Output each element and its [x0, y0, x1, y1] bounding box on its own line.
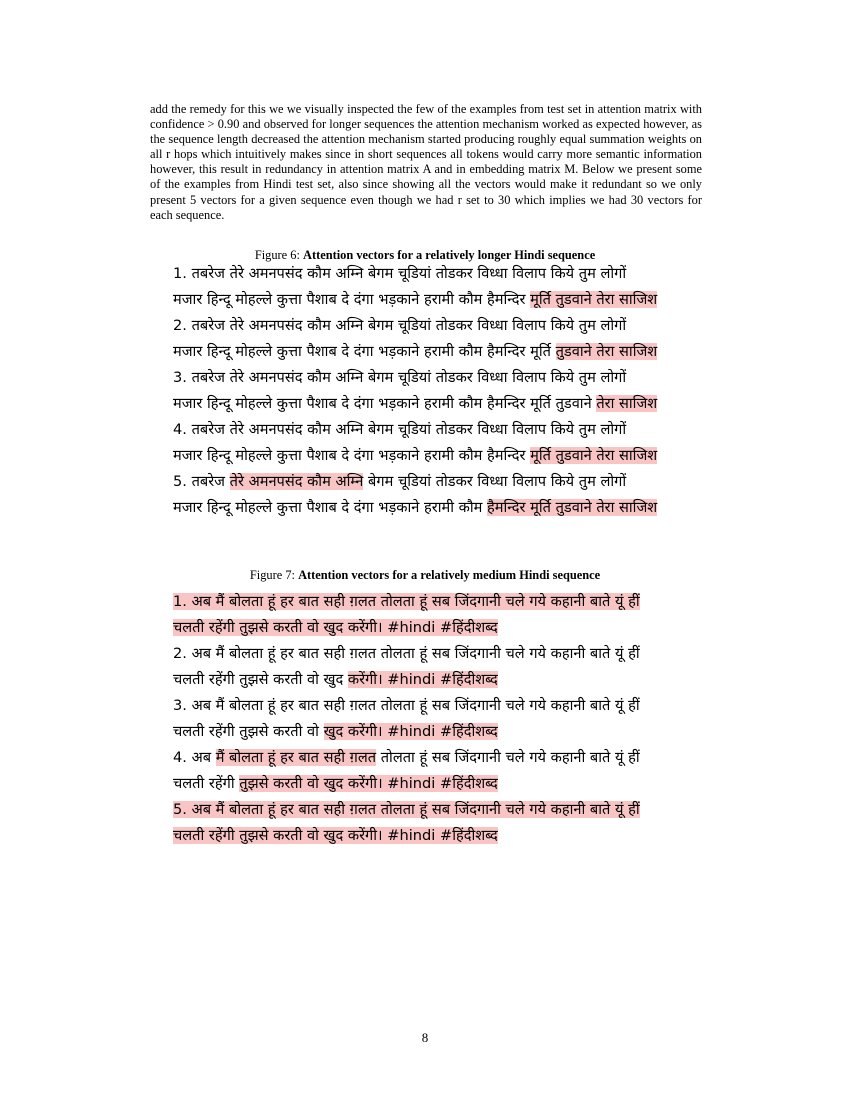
sequence-line: [173, 618, 498, 638]
sequence-line: [173, 316, 626, 336]
sequence-line: [173, 446, 657, 466]
attention-highlight: खुद करेंगी। #hindi #हिंदीशब्द: [323, 723, 498, 740]
sequence-line: [173, 592, 640, 612]
sequence-text: मजार हिन्दू मोहल्ले कुत्ता पैशाब दे दंगा भड़काने हरामी कौम: [173, 499, 487, 516]
sequence-text: 2. अब मैं बोलता हूं हर बात सही ग़लत तोलता हूं सब जिंदगानी चले गये कहानी बाते यूं हीं: [173, 645, 640, 662]
attention-highlight: करेंगी। #hindi #हिंदीशब्द: [347, 671, 498, 688]
figure-7-caption: [0, 568, 850, 583]
attention-highlight: हैमन्दिर मूर्ति तुडवाने तेरा साजिश: [486, 499, 658, 516]
sequence-line: [173, 748, 640, 768]
sequence-line: [173, 774, 498, 794]
attention-highlight: चलती रहेंगी तुझसे करती वो खुद करेंगी। #hindi #हिंदीशब्द: [173, 827, 498, 844]
attention-highlight: तुझसे करती वो खुद करेंगी। #hindi #हिंदीशब्द: [239, 775, 498, 792]
sequence-line: [173, 696, 640, 716]
sequence-text: मजार हिन्दू मोहल्ले कुत्ता पैशाब दे दंगा भड़काने हरामी कौम हैमन्दिर मूर्ति तुडवाने: [173, 395, 597, 412]
page-number: 8: [421, 1030, 429, 1045]
sequence-text: तोलता हूं सब जिंदगानी चले गये कहानी बाते यूं हीं: [376, 749, 640, 766]
sequence-text: चलती रहेंगी: [173, 775, 240, 792]
body-paragraph: add the remedy for this we we visually inspected the few of the examples from test set in attention matrix with confidence > 0.90 and observed for longer sequences the attention mechanism worked as expected however, as the sequence length decreased the attention mechanism started producing roughly equal summation weights on all r hops which intuitively makes since in short sequences all tokens would carry more semantic information however, this result in redundancy in attention matrix A and in embedding matrix M. Below we present some of the examples from Hindi test set, also since showing all the vectors would make it redundant so we only present 5 vectors for a given sequence even though we had r set to 30 which implies we had 30 vectors for each sequence.: [150, 102, 702, 222]
attention-highlight: तुडवाने तेरा साजिश: [555, 343, 658, 360]
sequence-line: [173, 826, 498, 846]
sequence-text: 3. तबरेज तेरे अमनपसंद कौम अम्नि बेगम चूडियां तोडकर विध्धा विलाप किये तुम लोगों: [173, 369, 627, 386]
sequence-text: 2. तबरेज तेरे अमनपसंद कौम अम्नि बेगम चूडियां तोडकर विध्धा विलाप किये तुम लोगों: [173, 317, 627, 334]
sequence-text: 4. अब: [173, 749, 216, 766]
sequence-line: [173, 342, 657, 362]
sequence-text: 4. तबरेज तेरे अमनपसंद कौम अम्नि बेगम चूडियां तोडकर विध्धा विलाप किये तुम लोगों: [173, 421, 627, 438]
attention-highlight: मूर्ति तुडवाने तेरा साजिश: [530, 291, 658, 308]
sequence-text: बेगम चूडियां तोडकर विध्धा विलाप किये तुम लोगों: [363, 473, 627, 490]
sequence-text: 3. अब मैं बोलता हूं हर बात सही ग़लत तोलता हूं सब जिंदगानी चले गये कहानी बाते यूं हीं: [173, 697, 640, 714]
sequence-line: [173, 800, 640, 820]
sequence-line: [173, 472, 626, 492]
sequence-text: 1. तबरेज तेरे अमनपसंद कौम अम्नि बेगम चूडियां तोडकर विध्धा विलाप किये तुम लोगों: [173, 265, 627, 282]
sequence-line: [173, 368, 626, 388]
sequence-line: [173, 644, 640, 664]
attention-highlight: 5. अब मैं बोलता हूं हर बात सही ग़लत तोलता हूं सब जिंदगानी चले गये कहानी बाते यूं हीं: [173, 801, 640, 818]
sequence-text: मजार हिन्दू मोहल्ले कुत्ता पैशाब दे दंगा भड़काने हरामी कौम हैमन्दिर: [173, 447, 531, 464]
sequence-text: चलती रहेंगी तुझसे करती वो खुद: [173, 671, 348, 688]
sequence-line: [173, 498, 657, 518]
attention-highlight: तेरे अमनपसंद कौम अम्नि: [229, 473, 364, 490]
sequence-line: [173, 290, 657, 310]
sequence-line: [173, 670, 498, 690]
sequence-text: मजार हिन्दू मोहल्ले कुत्ता पैशाब दे दंगा भड़काने हरामी कौम हैमन्दिर मूर्ति: [173, 343, 556, 360]
sequence-text: मजार हिन्दू मोहल्ले कुत्ता पैशाब दे दंगा भड़काने हरामी कौम हैमन्दिर: [173, 291, 531, 308]
sequence-line: [173, 264, 626, 284]
figure-6-label: Figure 6:: [254, 248, 300, 262]
figure-6-caption: [0, 248, 850, 263]
attention-highlight: मैं बोलता हूं हर बात सही ग़लत: [215, 749, 377, 766]
attention-highlight: चलती रहेंगी तुझसे करती वो खुद करेंगी। #hindi #हिंदीशब्द: [173, 619, 498, 636]
figure-6-title: Attention vectors for a relatively longer Hindi sequence: [303, 248, 596, 262]
sequence-line: [173, 722, 498, 742]
attention-highlight: तेरा साजिश: [596, 395, 658, 412]
figure-7-title: Attention vectors for a relatively medium Hindi sequence: [298, 568, 601, 582]
sequence-text: चलती रहेंगी तुझसे करती वो: [173, 723, 324, 740]
figure-7-label: Figure 7:: [249, 568, 295, 582]
sequence-line: [173, 394, 657, 414]
sequence-line: [173, 420, 626, 440]
attention-highlight: मूर्ति तुडवाने तेरा साजिश: [530, 447, 658, 464]
attention-highlight: 1. अब मैं बोलता हूं हर बात सही ग़लत तोलता हूं सब जिंदगानी चले गये कहानी बाते यूं हीं: [173, 593, 640, 610]
sequence-text: 5. तबरेज: [173, 473, 230, 490]
